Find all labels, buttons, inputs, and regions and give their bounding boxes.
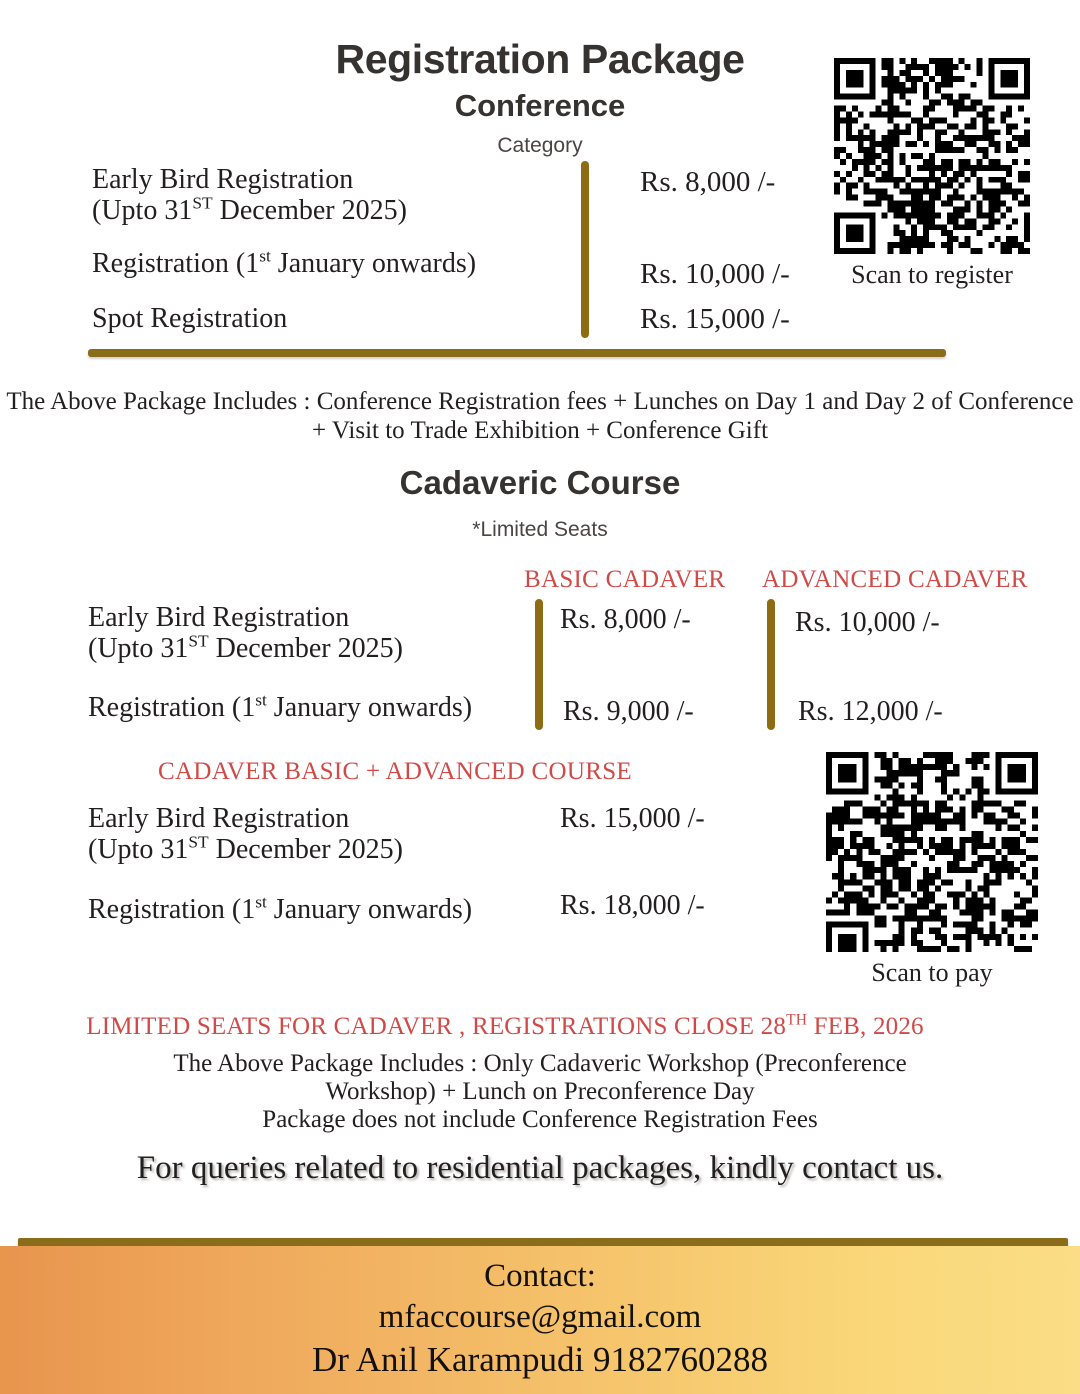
combined-row-label-early-bird: Early Bird Registration (Upto 31ST December 2025) (88, 803, 403, 865)
cadaver-advanced-price-early-bird: Rs. 10,000 /- (795, 607, 940, 638)
advanced-cadaver-column-divider (767, 599, 775, 730)
cadaveric-course-title: Cadaveric Course (399, 464, 681, 501)
column-header-basic-cadaver: BASIC CADAVER (524, 566, 726, 593)
conference-subtitle: Conference (454, 88, 626, 123)
conference-row-label-spot: Spot Registration (92, 303, 288, 334)
conference-row-label-january: Registration (1st January onwards) (92, 246, 477, 279)
ordinal-suffix: st (255, 892, 267, 912)
cadaver-package-note: The Above Package Includes : Only Cadaveric Workshop (Preconference Workshop) + Lunch on Preconference Day Package does not include Conference Registration Fees (173, 1050, 907, 1133)
cadaver-row-label-early-bird: Early Bird Registration (Upto 31ST December 2025) (88, 602, 403, 664)
column-header-advanced-cadaver: ADVANCED CADAVER (762, 566, 1028, 593)
conference-row-label-early-bird (92, 164, 407, 226)
limited-seats-deadline-notice: LIMITED SEATS FOR CADAVER , REGISTRATIONS CLOSE 28TH FEB, 2026 (86, 1011, 924, 1040)
label-line-2: (Upto 31ST December 2025) (92, 193, 407, 226)
conference-column-divider (581, 161, 589, 338)
qr-pay-icon[interactable] (826, 752, 1038, 952)
ordinal-suffix: ST (188, 832, 209, 852)
cadaver-basic-price-early-bird: Rs. 8,000 /- (560, 604, 691, 635)
footer-email[interactable]: mfaccourse@gmail.com (378, 1299, 702, 1335)
qr-register-block (834, 58, 1030, 290)
combined-row-label-january: Registration (1st January onwards) (88, 892, 473, 925)
combined-course-heading: CADAVER BASIC + ADVANCED COURSE (158, 758, 632, 785)
conference-package-note: The Above Package Includes : Conference Registration fees + Lunches on Day 1 and Day 2 of Conference + Visit to Trade Exhibition + Conference Gift (6, 388, 1074, 444)
cadaver-basic-price-january: Rs. 9,000 /- (563, 696, 694, 727)
conference-price-spot: Rs. 15,000 /- (640, 303, 790, 335)
ordinal-suffix: ST (192, 193, 213, 213)
category-column-label: Category (497, 134, 583, 157)
qr-register-caption: Scan to register (851, 260, 1013, 289)
ordinal-suffix: ST (188, 631, 209, 651)
footer-contact-block (0, 1256, 1080, 1382)
footer-phone[interactable]: Dr Anil Karampudi 9182760288 (312, 1340, 768, 1379)
page-title: Registration Package (335, 36, 745, 82)
basic-cadaver-column-divider (535, 599, 543, 730)
ordinal-suffix: st (255, 690, 267, 710)
qr-pay-caption: Scan to pay (871, 958, 993, 987)
cadaver-row-label-january: Registration (1st January onwards) (88, 690, 473, 723)
combined-price-january: Rs. 18,000 /- (560, 890, 705, 921)
combined-price-early-bird: Rs. 15,000 /- (560, 803, 705, 834)
section-divider (88, 349, 946, 357)
cadaver-advanced-price-january: Rs. 12,000 /- (798, 696, 943, 727)
qr-register-icon[interactable] (834, 58, 1030, 254)
ordinal-suffix: TH (786, 1011, 808, 1029)
conference-price-early-bird: Rs. 8,000 /- (640, 166, 776, 198)
qr-pay-block (826, 752, 1038, 988)
footer-contact-label: Contact: (484, 1258, 596, 1294)
label-line-1: Early Bird Registration (92, 164, 354, 195)
queries-contact-line: For queries related to residential packages, kindly contact us. (136, 1150, 944, 1186)
ordinal-suffix: st (259, 246, 271, 266)
conference-price-january: Rs. 10,000 /- (640, 258, 790, 290)
limited-seats-note: *Limited Seats (472, 518, 608, 541)
